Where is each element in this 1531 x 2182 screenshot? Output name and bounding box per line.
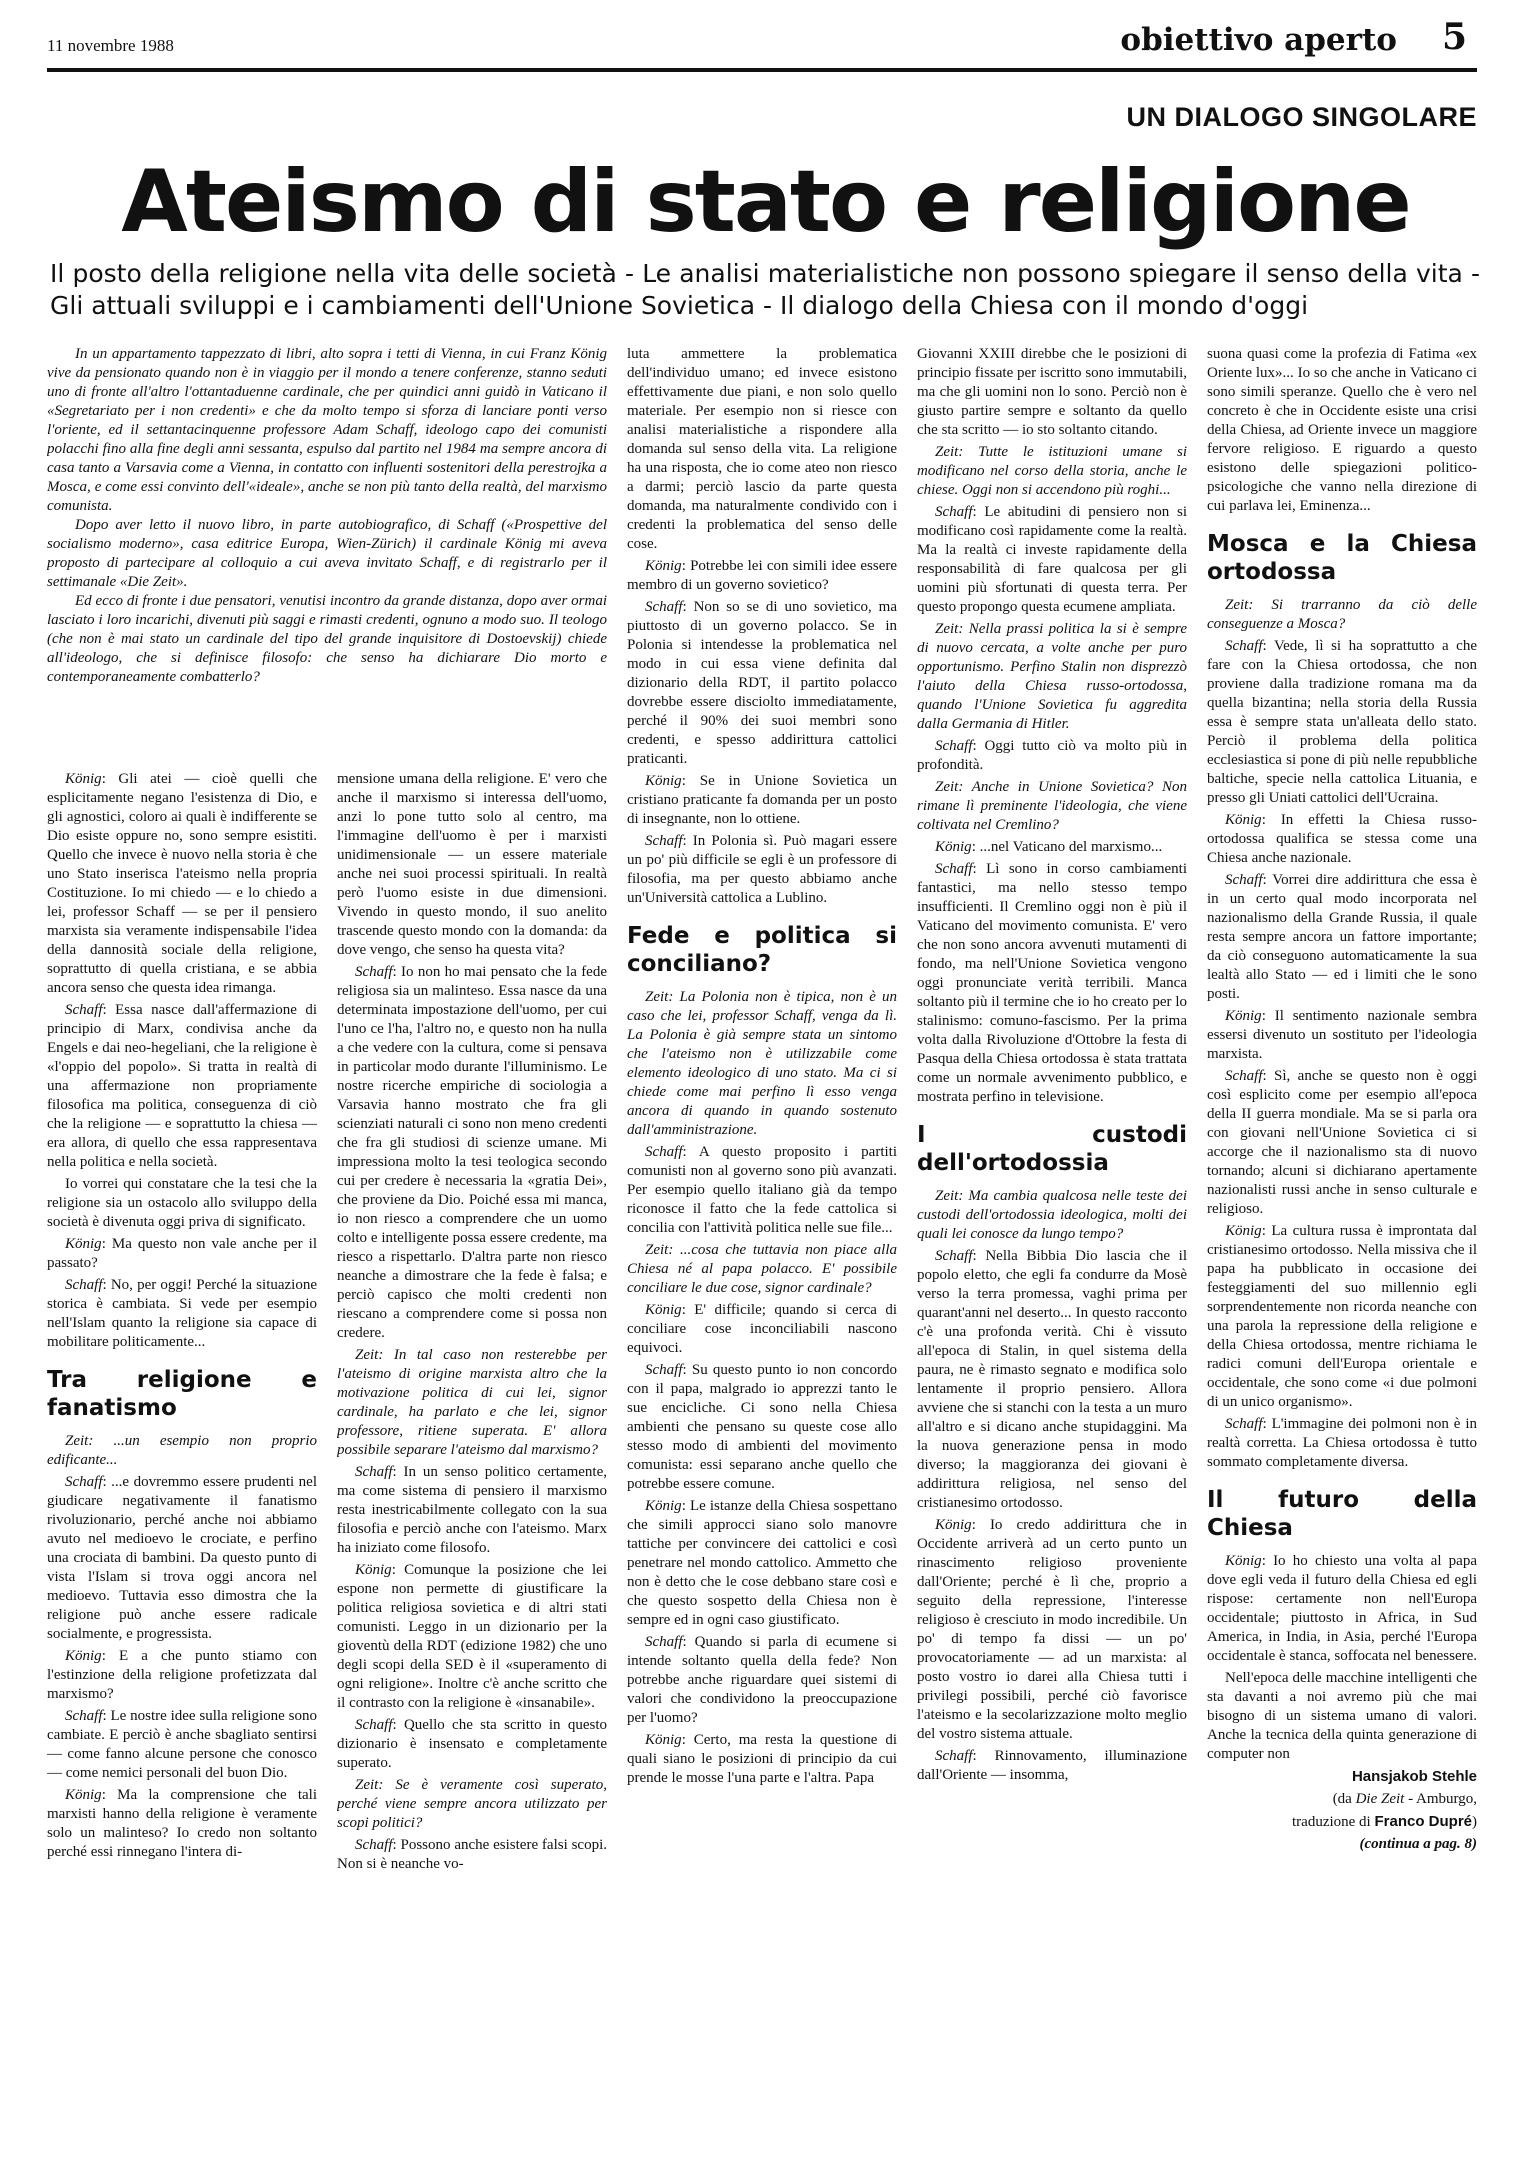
- paragraph-text: La cultura russa è improntata dal cristianesimo ortodosso. Nella missiva che il papa ha pubblicato in occasione dei festeggiamenti del suo millennio egli sorprendentemente non ricorda neanche con una parola la repressione della religione e della Chiesa ortodossa, mentre richiama le radici comuni dell'Europa orientale e occidentale, che sono come «i due polmoni di un unico organismo».: [1207, 1223, 1477, 1410]
- paragraph-text: In Polonia sì. Può magari essere un po' più difficile se egli è un professore di filosofia, ma per questo abbiamo anche un'Università cattolica a Lublino.: [627, 833, 897, 906]
- paragraph: König: Ma la comprensione che tali marxisti hanno della religione è veramente solo un malinteso? Io credo non soltanto perché essi rinnegano l'intera di-: [47, 1787, 317, 1860]
- speaker: König: [645, 773, 682, 789]
- speaker: Schaff: [935, 738, 973, 754]
- speaker: Zeit: [1225, 597, 1249, 613]
- column-1: [47, 770, 317, 2170]
- paragraph-text: A questo proposito i partiti comunisti non al governo sono più avanzati. Per esempio quello italiano già da tempo riconosce il fatto che la fede cattolica si concilia con l'attività politica nelle sue file...: [627, 1144, 897, 1236]
- paragraph: König: Gli atei — cioè quelli che esplicitamente negano l'esistenza di Dio, e gli agnostici, coloro ai quali è indifferente se Dio esiste oppure no, sono sempre esistiti. Quello che invece è nuovo nella storia è che uno Stato inserisca l'ateismo nella propria Costituzione. Io mi chiedo — e lo chiedo a lei, professor Schaff — se per il pensiero marxista sia veramente indispensabile l'idea della dannosità sociale della religione, soprattutto di quella cristiana, e se abbia ancora senso che questa idea rimanga.: [47, 771, 317, 996]
- paragraph-text: Si trarranno da ciò delle conseguenze a Mosca?: [1207, 597, 1477, 632]
- paragraph-text: Nella prassi politica la si è sempre di nuovo cercata, a volte anche per puro opportunismo. Perfino Stalin non disprezzò l'aiuto della Chiesa russo-ortodossa, quando l'Unione Sovietica fu aggredita dalla Germania di Hitler.: [917, 621, 1187, 732]
- paragraph-text: Essa nasce dall'affermazione di principio di Marx, condivisa anche da Engels e dai neo-hegeliani, che la religione è «l'oppio del popolo». Si tratta in realtà di una affermazione non propriamente filosofica ma politica, conseguenza di ciò che la religione — e soprattutto la chiesa — era allora, di quello che essa rappresentava nella politica e nella società.: [47, 1002, 317, 1170]
- speaker: Zeit: [645, 1242, 669, 1258]
- paragraph: Zeit: Se è veramente così superato, perché viene sempre ancora utilizzato per scopi politici?: [337, 1777, 607, 1831]
- paragraph-text: Comunque la posizione che lei espone non permette di giustificare la politica religiosa sovietica e di altri stati comunisti. Leggo in un dizionario per la gioventù della RDT (edizione 1982) che uno degli scopi della SED è il «superamento di ogni religione». Inoltre c'è anche scritto che il contrasto con la religione è «insanabile».: [337, 1562, 607, 1711]
- paragraph: Schaff: Io non ho mai pensato che la fede religiosa sia un malinteso. Essa nasce da una determinata impostazione dell'uomo, per cui l'uno ce l'ha, l'altro no, e questo non ha nulla a che vedere con la cultura, come si pensava in particolar modo durante l'illuminismo. Le nostre ricerche empiriche di sociologia a Varsavia hanno mostrato che fra gli scienziati naturali ci sono non meno credenti che fra gli studiosi di scienze umane. Mi impressiona molto la tesi teologica secondo cui per credere è necessaria la «gratia Dei», che proviene da Dio. Poiché essa mi manca, io non riesco a comprendere che un uomo colto e intelligente possa essere credente, ma riesco a rispettarlo. D'altra parte non riesco neanche a dimostrare che la fede è falsa; e perciò capisco che molti credenti non riescano a comprendere come si possa non credere.: [337, 964, 607, 1341]
- paragraph-text: ...cosa che tuttavia non piace alla Chiesa né al papa polacco. E' possibile conciliare le due cose, signor cardinale?: [627, 1242, 897, 1296]
- speaker: König: [65, 771, 102, 787]
- paragraph: Schaff: Vede, lì si ha soprattutto a che fare con la Chiesa ortodossa, che non proviene dalla tradizione romana ma da quella bizantina; nella storia della Russia essa è sempre stata un'alleata dello stato. Perciò il problema della politica ecclesiastica si pone di più nelle repubbliche baltiche, specie nella cattolica Lituania, e presso gli Uniati cattolici dell'Ucraina.: [1207, 638, 1477, 806]
- paragraph: Zeit: ...un esempio non proprio edificante...: [47, 1433, 317, 1468]
- paragraph: Schaff: Possono anche esistere falsi scopi. Non si è neanche vo-: [337, 1837, 607, 1872]
- column-4: [917, 345, 1187, 2170]
- paragraph-text: Vede, lì si ha soprattutto a che fare con la Chiesa ortodossa, che non proviene dalla tradizione romana ma da quella bizantina; nella storia della Russia essa è sempre stata un'alleata dello stato. Perciò il problema della politica ecclesiastica si pone di più nelle repubbliche baltiche, specie nella cattolica Lituania, e presso gli Uniati cattolici dell'Ucraina.: [1207, 638, 1477, 806]
- paragraph: Schaff: Non so se di uno sovietico, ma piuttosto di un governo polacco. Se in Polonia si intendesse la problematica nel modo in cui essa viene definita dal dizionario della RDT, il partito polacco dovrebbe essere disciolto immediatamente, perché il 90% dei suoi membri sono credenti, e spesso addirittura cattolici praticanti.: [627, 599, 897, 767]
- paragraph: Schaff: No, per oggi! Perché la situazione storica è cambiata. Si vede per esempio nell'Islam quanto la religione sia capace di mobilitare politicamente...: [47, 1277, 317, 1350]
- speaker: Schaff: [355, 1837, 393, 1853]
- paragraph-text: Se in Unione Sovietica un cristiano praticante fa domanda per un posto di insegnante, non lo ottiene.: [627, 773, 897, 827]
- speaker: Schaff: [65, 1277, 103, 1293]
- paragraph-text: Io non ho mai pensato che la fede religiosa sia un malinteso. Essa nasce da una determinata impostazione dell'uomo, per cui l'uno ce l'ha, l'altro no, e questo non ha nulla a che vedere con la cultura, come si pensava in particolar modo durante l'illuminismo. Le nostre ricerche empiriche di sociologia a Varsavia hanno mostrato che fra gli scienziati naturali ci sono non meno credenti che fra gli studiosi di scienze umane. Mi impressiona molto la tesi teologica secondo cui per credere è necessaria la «gratia Dei», che proviene da Dio. Poiché essa mi manca, io non riesco a comprendere che un uomo colto e intelligente possa essere credente, ma riesco a rispettarlo. D'altra parte non riesco neanche a dimostrare che la fede è falsa; e perciò capisco che molti credenti non riescano a comprendere come si possa non credere.: [337, 964, 607, 1341]
- paragraph-text: luta ammettere la problematica dell'individuo umano; ed invece esistono effettivamente due piani, e non solo quello materiale. Per esempio non si riesce con analisi materialistiche a rispondere alla domanda sul senso della vita. La religione ha una risposta, che io come ateo non riesco a darmi; perciò lascio da parte questa domanda, ma naturalmente condivido con i credenti la problematica del senso delle cose.: [627, 346, 897, 552]
- paragraph-text: In un senso politico certamente, ma come sistema di pensiero il marxismo resta inestricabilmente collegato con la sua filosofia e perciò anche con l'ateismo. Marx ha iniziato come filosofo.: [337, 1464, 607, 1556]
- speaker: Schaff: [645, 833, 683, 849]
- speaker: Zeit: [935, 444, 959, 460]
- intro-paragraph: Dopo aver letto il nuovo libro, in parte autobiografico, di Schaff («Prospettive del socialismo moderno», casa editrice Europa, Wien-Zürich) il cardinale König mi aveva proposto di partecipare al colloquio a cui aveva invitato Schaff, e di registrarlo per il settimanale «Die Zeit».: [47, 517, 607, 590]
- paragraph-text: Ma la comprensione che tali marxisti hanno della religione è veramente solo un malinteso? Io credo non soltanto perché essi rinnegano l'intera di-: [47, 1787, 317, 1860]
- paragraph-text: Ma cambia qualcosa nelle teste dei custodi dell'ortodossia ideologica, molti dei quali lei conosce da lungo tempo?: [917, 1188, 1187, 1242]
- paragraph-text: E' difficile; quando si cerca di conciliare cose inconciliabili nascono equivoci.: [627, 1302, 897, 1356]
- speaker: Schaff: [65, 1474, 103, 1490]
- paragraph-text: Nella Bibbia Dio lascia che il popolo eletto, che egli fa condurre da Mosè verso la terra promessa, vaghi prima per quarant'anni nel deserto... In questo racconto c'è una profonda verità. Chi è vissuto all'epoca di Stalin, in quel sistema della paura, ne è rimasto segnato e modifica solo lentamente il proprio pensiero. Allora avviene che si stanchi con la testa a un muro all'altro e si dicano anche stupidaggini. Ma la nuova generazione pensa in modo diverso; la maggioranza dei giovani è addirittura religiosa, nel senso del cristianesimo ortodosso.: [917, 1248, 1187, 1511]
- page-header: [47, 16, 1477, 68]
- paragraph: Schaff: In Polonia sì. Può magari essere un po' più difficile se egli è un professore di filosofia, ma per questo abbiamo anche un'Università cattolica a Lublino.: [627, 833, 897, 906]
- paragraph: Schaff: L'immagine dei polmoni non è in realtà corretta. La Chiesa ortodossa è tutto sommato completamente diversa.: [1207, 1416, 1477, 1470]
- speaker: Schaff: [935, 861, 973, 877]
- speaker: Schaff: [65, 1002, 103, 1018]
- paragraph-text: E a che punto stiamo con l'estinzione della religione profetizzata dal marxismo?: [47, 1648, 317, 1702]
- paragraph-text: Potrebbe lei con simili idee essere membro di un governo sovietico?: [627, 558, 897, 593]
- paragraph: König: Io ho chiesto una volta al papa dove egli veda il futuro della Chiesa ed egli rispose: certamente non nell'Europa occidentale; piuttosto in Africa, in Sud America, in India, in Asia, perché l'Europa occidentale è stanca, soffocata nel benessere.: [1207, 1553, 1477, 1664]
- paragraph-text: Anche in Unione Sovietica? Non rimane lì preminente l'ideologia, che viene coltivata nel Cremlino?: [917, 779, 1187, 833]
- speaker: Schaff: [645, 1634, 683, 1650]
- speaker: Schaff: [645, 599, 683, 615]
- article-body: [47, 345, 1477, 2175]
- paragraph: Schaff: Oggi tutto ciò va molto più in profondità.: [917, 738, 1187, 773]
- speaker: Schaff: [935, 1748, 973, 1764]
- speaker: König: [645, 1732, 682, 1748]
- paragraph: Zeit: Si trarranno da ciò delle conseguenze a Mosca?: [1207, 597, 1477, 632]
- subheading: I custodi dell'ortodossia: [917, 1122, 1187, 1176]
- paragraph: Schaff: ...e dovremmo essere prudenti nel giudicare negativamente il fanatismo rivoluzionario, perché anche noi abbiamo avuto nel medioevo le crociate, e perfino una crociata di bambini. Da questo punto di vista l'Islam si trova oggi ancora nel medioevo. Tuttavia esso dimostra che la religione può anche essere radicale socialmente, e progressista.: [47, 1474, 317, 1642]
- paragraph: Schaff: In un senso politico certamente, ma come sistema di pensiero il marxismo resta inestricabilmente collegato con la sua filosofia e perciò anche con l'ateismo. Marx ha iniziato come filosofo.: [337, 1464, 607, 1556]
- paragraph-text: mensione umana della religione. E' vero che anche il marxismo si interessa dell'uomo, anzi lo pone tutto solo al centro, ma l'immagine dell'uomo è per i marxisti unidimensionale — un essere materiale anche nei suoi processi spirituali. In realtà però l'uomo esiste in due dimensioni. Vivendo in questo mondo, il suo anelito trascende questo mondo con la domanda: da dove vengo, che senso ha questa vita?: [337, 771, 607, 958]
- paragraph: Schaff: Vorrei dire addirittura che essa è in un certo qual modo incorporata nel nazionalismo della Grande Russia, il quale resta sempre ancora un fattore importante; da ciò conseguono automaticamente la sua lealtà allo Stato — ed i limiti che le sono posti.: [1207, 872, 1477, 1002]
- paragraph-text: Oggi tutto ciò va molto più in profondità.: [917, 738, 1187, 773]
- speaker: König: [65, 1787, 102, 1803]
- author: Hansjakob Stehle: [1351, 1768, 1477, 1785]
- paragraph-text: Vorrei dire addirittura che essa è in un certo qual modo incorporata nel nazionalismo della Grande Russia, il quale resta sempre ancora un fattore importante; da ciò conseguono automaticamente la sua lealtà allo Stato — ed i limiti che le sono posti.: [1207, 872, 1477, 1002]
- paragraph: König: Io credo addirittura che in Occidente arriverà ad un certo punto un rinascimento religioso proveniente dall'Oriente; perché è lì che, proprio a seguito della repressione, l'interesse religioso è cresciuto in modo incredibile. Un po' di tempo fa dissi — un po' provocatoriamente — ad un marxista: al posto vostro io darei alla Chiesa tutti i privilegi possibili, perché ciò favorisce l'ateismo e la secolarizzazione molto meglio del vostro sistema attuale.: [917, 1517, 1187, 1742]
- paragraph: König: Se in Unione Sovietica un cristiano praticante fa domanda per un posto di insegnante, non lo ottiene.: [627, 773, 897, 827]
- speaker: Schaff: [645, 1144, 683, 1160]
- paragraph: Schaff: Quando si parla di ecumene si intende soltanto quella della fede? Non potrebbe anche riguardare quei sistemi di valori che condividono la preoccupazione per l'uomo?: [627, 1634, 897, 1726]
- paragraph-text: Certo, ma resta la questione di quali siano le posizioni di principio da cui prende le mosse l'una parte e l'altra. Papa: [627, 1732, 897, 1786]
- speaker: Zeit: [355, 1777, 379, 1793]
- paragraph-text: La Polonia non è tipica, non è un caso che lei, professor Schaff, venga da lì. La Polonia è già sempre stata un sintomo che l'ateismo non è utilizzabile come elemento ideologico di uno stato. Ma ci si chiede come mai perfino lì esso venga ancora di quando in quando sostenuto dall'amministrazione.: [627, 989, 897, 1138]
- subheading: Il futuro della Chiesa: [1207, 1487, 1477, 1541]
- paragraph: Zeit: Nella prassi politica la si è sempre di nuovo cercata, a volte anche per puro opportunismo. Perfino Stalin non disprezzò l'aiuto della Chiesa russo-ortodossa, quando l'Unione Sovietica fu aggredita dalla Germania di Hitler.: [917, 621, 1187, 732]
- signature: [1207, 1767, 1477, 1854]
- speaker: Schaff: [1225, 638, 1263, 654]
- column-2: [337, 770, 607, 2170]
- speaker: König: [645, 558, 682, 574]
- deck: Il posto della religione nella vita delle società - Le analisi materialistiche non possono spiegare il senso della vita - Gli attuali sviluppi e i cambiamenti dell'Unione Sovietica - Il dialogo della Chiesa con il mondo d'oggi: [50, 259, 1480, 320]
- headline: Ateismo di stato e religione: [121, 152, 1410, 252]
- paragraph: Schaff: Essa nasce dall'affermazione di principio di Marx, condivisa anche da Engels e dai neo-hegeliani, che la religione è «l'oppio del popolo». Si tratta in realtà di una affermazione non propriamente filosofica ma politica, conseguenza di ciò che la religione — e soprattutto la chiesa — era allora, di quello che essa rappresentava nella politica e nella società.: [47, 1002, 317, 1170]
- column-3: [627, 345, 897, 2170]
- paragraph: [1207, 345, 1477, 516]
- speaker: Schaff: [935, 504, 973, 520]
- paragraph: [1207, 1669, 1477, 1764]
- speaker: König: [1225, 1008, 1262, 1024]
- speaker: Schaff: [1225, 1068, 1263, 1084]
- paragraph: Schaff: Lì sono in corso cambiamenti fantastici, ma nello stesso tempo insufficienti. Il Cremlino oggi non è più il Vaticano del movimento comunista. E' vero che non sono ancora avvenuti mutamenti di fondo, ma nell'Unione Sovietica vengono oggi pronunciate verità terribili. Manca soltanto più il termine che io ho creato per lo stalinismo: comuno-fascismo. Per la prima volta dalla Rivoluzione d'Ottobre la festa di Pasqua della Chiesa ortodossa è stata trattata come un normale avvenimento pubblico, e mostrata perfino in televisione.: [917, 861, 1187, 1105]
- issue-date: 11 novembre 1988: [47, 36, 174, 55]
- translation-credit: traduzione di Franco Dupré): [1292, 1813, 1477, 1830]
- speaker: Zeit: [935, 621, 959, 637]
- subheading: Mosca e la Chiesa ortodossa: [1207, 531, 1477, 585]
- intro-paragraph: Ed ecco di fronte i due pensatori, venutisi incontro da grande distanza, dopo aver ormai lasciato i loro incarichi, divenuti più saggi e rimasti credenti, ognuno a modo suo. Il teologo (che non è mai stato un cardinale del tipo del grande inquisitore di Dostoevskij) chiede all'ideologo, che si definisce filosofo: che senso ha dichiarare Dio morto e contemporaneamente combatterlo?: [47, 593, 607, 685]
- speaker: Schaff: [355, 964, 393, 980]
- speaker: König: [1225, 1223, 1262, 1239]
- paragraph: König: Il sentimento nazionale sembra essersi divenuto un sostituto per l'ideologia marxista.: [1207, 1008, 1477, 1062]
- paragraph: Schaff: Le nostre idee sulla religione sono cambiate. E perciò è anche sbagliato sentirsi — come fanno alcune persone che conosco — come nemici personali del buon Dio.: [47, 1708, 317, 1781]
- paragraph-text: Le istanze della Chiesa sospettano che simili approcci siano solo manovre tattiche per convincere dei cattolici e così penetrare nel mondo cattolico. Ammetto che non è detto che le cose debbano stare così e che questo sospetto della Chiesa non è sempre ed in ogni caso giustificato.: [627, 1498, 897, 1628]
- paragraph: König: Le istanze della Chiesa sospettano che simili approcci siano solo manovre tattiche per convincere dei cattolici e così penetrare nel mondo cattolico. Ammetto che non è detto che le cose debbano stare così e che questo sospetto della Chiesa non è sempre ed in ogni caso giustificato.: [627, 1498, 897, 1628]
- paragraph: König: Certo, ma resta la questione di quali siano le posizioni di principio da cui prende le mosse l'una parte e l'altra. Papa: [627, 1732, 897, 1786]
- paragraph-text: Il sentimento nazionale sembra essersi divenuto un sostituto per l'ideologia marxista.: [1207, 1008, 1477, 1062]
- speaker: Schaff: [1225, 1416, 1263, 1432]
- paragraph-text: Le abitudini di pensiero non si modificano così rapidamente come la realtà. Ma la realtà ci investe rapidamente della responsabilità di fare qualcosa per gli uomini più sfortunati di questa terra. Per questo propongo questa ecumene ampliata.: [917, 504, 1187, 615]
- paragraph-text: Io ho chiesto una volta al papa dove egli veda il futuro della Chiesa ed egli rispose: certamente non nell'Europa occidentale; piuttosto in Africa, in Sud America, in India, in Asia, perché l'Europa occidentale è stanca, soffocata nel benessere.: [1207, 1553, 1477, 1664]
- paragraph: Schaff: Rinnovamento, illuminazione dall'Oriente — insomma,: [917, 1748, 1187, 1783]
- paragraph: König: Ma questo non vale anche per il passato?: [47, 1236, 317, 1271]
- publication-name: obiettivo aperto: [1120, 22, 1397, 58]
- page-number: 5: [1441, 16, 1467, 58]
- continued-note: (continua a pag. 8): [1359, 1836, 1477, 1852]
- subheading: Fede e politica si conciliano?: [627, 923, 897, 977]
- paragraph: Zeit: In tal caso non resterebbe per l'ateismo di origine marxista altro che la motivazione politica di cui lei, signor cardinale, ha parlato e che lei, signor professore, ritiene superata. E' allora possibile separare l'ateismo dal marxismo?: [337, 1347, 607, 1458]
- paragraph-text: Ma questo non vale anche per il passato?: [47, 1236, 317, 1271]
- paragraph-text: Sì, anche se questo non è oggi così esplicito come per esempio all'epoca della II guerra mondiale. Ma se si parla ora con giovani nell'Unione Sovietica ci si accorge che il nazionalismo sta di nuovo tornando; alcuni si dichiarano apertamente nazionalisti russi anche in senso culturale e religioso.: [1207, 1068, 1477, 1217]
- paragraph-text: Se è veramente così superato, perché viene sempre ancora utilizzato per scopi politici?: [337, 1777, 607, 1831]
- paragraph: König: E a che punto stiamo con l'estinzione della religione profetizzata dal marxismo?: [47, 1648, 317, 1702]
- paragraph: Zeit: La Polonia non è tipica, non è un caso che lei, professor Schaff, venga da lì. La Polonia è già sempre stata un sintomo che l'ateismo non è utilizzabile come elemento ideologico di uno stato. Ma ci si chiede come mai perfino lì esso venga ancora di quando in quando sostenuto dall'amministrazione.: [627, 989, 897, 1138]
- paragraph-text: Io vorrei qui constatare che la tesi che la religione sia un ostacolo allo sviluppo della società è divenuta oggi priva di significato.: [47, 1176, 317, 1230]
- speaker: König: [355, 1562, 392, 1578]
- column-5: [1207, 345, 1477, 2170]
- paragraph-text: Gli atei — cioè quelli che esplicitamente negano l'esistenza di Dio, e gli agnostici, coloro ai quali è indifferente se Dio esiste oppure no, sono sempre esistiti. Quello che invece è nuovo nella storia è che uno Stato inserisca l'ateismo nella propria Costituzione. Io mi chiedo — e lo chiedo a lei, professor Schaff — se per il pensiero marxista sia veramente indispensabile l'idea della dannosità sociale della religione, soprattutto di quella cristiana, e se abbia ancora senso che questa idea rimanga.: [47, 771, 317, 996]
- paragraph: König: Comunque la posizione che lei espone non permette di giustificare la politica religiosa sovietica e di altri stati comunisti. Leggo in un dizionario per la gioventù della RDT (edizione 1982) che uno degli scopi della SED è il «superamento di ogni religione». Inoltre c'è anche scritto che il contrasto con la religione è «insanabile».: [337, 1562, 607, 1711]
- paragraph: [47, 1175, 317, 1232]
- paragraph: Schaff: Su questo punto io non concordo con il papa, malgrado io apprezzi tanto le sue encicliche. Ci sono nella Chiesa ambienti che pensano su queste cose allo stesso modo di ambienti del movimento comunista: essi separano anche quello che potrebbe essere comune.: [627, 1362, 897, 1492]
- paragraph: [917, 345, 1187, 440]
- speaker: Zeit: [935, 1188, 959, 1204]
- speaker: Zeit: [645, 989, 669, 1005]
- paragraph-text: ...nel Vaticano del marxismo...: [979, 839, 1163, 855]
- paragraph-text: suona quasi come la profezia di Fatima «ex Oriente lux»... Io so che anche in Vaticano ci sono simili speranze. Quello che è vero nel concreto è che in Occidente esiste una crisi della Chiesa, ad Oriente invece un maggiore fervore religioso. E riguardo a questo esistono delle spiegazioni politico-psicologiche che vanno nella direzione di cui parlava lei, Eminenza...: [1207, 346, 1477, 514]
- paragraph-text: ...un esempio non proprio edificante...: [47, 1433, 317, 1468]
- speaker: Schaff: [935, 1248, 973, 1264]
- paragraph: Schaff: A questo proposito i partiti comunisti non al governo sono più avanzati. Per esempio quello italiano già da tempo riconosce il fatto che la fede cattolica si concilia con l'attività politica nelle sue file...: [627, 1144, 897, 1236]
- paragraph-text: Le nostre idee sulla religione sono cambiate. E perciò è anche sbagliato sentirsi — come fanno alcune persone che conosco — come nemici personali del buon Dio.: [47, 1708, 317, 1781]
- paragraph: Zeit: Anche in Unione Sovietica? Non rimane lì preminente l'ideologia, che viene coltivata nel Cremlino?: [917, 779, 1187, 833]
- section-label: UN DIALOGO SINGOLARE: [1126, 102, 1477, 132]
- speaker: Zeit: [355, 1347, 379, 1363]
- paragraph: König: ...nel Vaticano del marxismo...: [935, 839, 1163, 855]
- paragraph-text: Quello che sta scritto in questo dizionario è insensato e completamente superato.: [337, 1717, 607, 1771]
- paragraph-text: Nell'epoca delle macchine intelligenti che sta davanti a noi avremo più che mai bisogno di un sistema umano di valori. Anche la tecnica della quinta generazione di computer non: [1207, 1670, 1477, 1762]
- paragraph-text: Non so se di uno sovietico, ma piuttosto di un governo polacco. Se in Polonia si intendesse la problematica nel modo in cui essa viene definita dal dizionario della RDT, il partito polacco dovrebbe essere disciolto immediatamente, perché il 90% dei suoi membri sono credenti, e spesso addirittura cattolici praticanti.: [627, 599, 897, 767]
- speaker: Schaff: [65, 1708, 103, 1724]
- paragraph: König: Potrebbe lei con simili idee essere membro di un governo sovietico?: [627, 558, 897, 593]
- speaker: Schaff: [645, 1362, 683, 1378]
- paragraph-text: Quando si parla di ecumene si intende soltanto quella della fede? Non potrebbe anche riguardare quei sistemi di valori che condividono la preoccupazione per l'uomo?: [627, 1634, 897, 1726]
- paragraph-text: Possono anche esistere falsi scopi. Non si è neanche vo-: [337, 1837, 607, 1872]
- paragraph: [627, 345, 897, 554]
- intro: [47, 345, 607, 765]
- paragraph-text: No, per oggi! Perché la situazione storica è cambiata. Si vede per esempio nell'Islam quanto la religione sia capace di mobilitare politicamente...: [47, 1277, 317, 1350]
- speaker: König: [935, 1517, 972, 1533]
- subheading: Tra religione e fanatismo: [47, 1367, 317, 1421]
- paragraph: Zeit: Ma cambia qualcosa nelle teste dei custodi dell'ortodossia ideologica, molti dei quali lei conosce da lungo tempo?: [917, 1188, 1187, 1242]
- header-rule: [47, 68, 1477, 72]
- paragraph: Zeit: Tutte le istituzioni umane si modificano nel corso della storia, anche le chiese. Oggi non si accendono più roghi...: [917, 444, 1187, 498]
- intro-paragraph: In un appartamento tappezzato di libri, alto sopra i tetti di Vienna, in cui Franz König vive da pensionato quando non è in viaggio per il mondo a tenere conferenze, stanno seduti uno di fronte all'altro l'ottantaduenne cardinale, che per quindici anni guidò in Vaticano il «Segretariato per i non credenti» e che da molto tempo si sforza di lanciare ponti verso l'oriente, ed il settantacinquenne professore Adam Schaff, ideologo capo dei comunisti polacchi fino alla fine degli anni sessanta, espulso dal partito nel 1984 ma sempre ancora di casa tanto a Varsavia come a Vienna, in contatto con influenti sostenitori della perestrojka a Mosca, e come essi convinto dell'«ideale», anche se non più tanto della realtà, del marxismo comunista.: [47, 346, 607, 514]
- paragraph: Schaff: Le abitudini di pensiero non si modificano così rapidamente come la realtà. Ma la realtà ci investe rapidamente della responsabilità di fare qualcosa per gli uomini più sfortunati di questa terra. Per questo propongo questa ecumene ampliata.: [917, 504, 1187, 615]
- paragraph-text: Lì sono in corso cambiamenti fantastici, ma nello stesso tempo insufficienti. Il Cremlino oggi non è più il Vaticano del movimento comunista. E' vero che non sono ancora avvenuti mutamenti di fondo, ma nell'Unione Sovietica vengono oggi pronunciate verità terribili. Manca soltanto più il termine che io ho creato per lo stalinismo: comuno-fascismo. Per la prima volta dalla Rivoluzione d'Ottobre la festa di Pasqua della Chiesa ortodossa è stata trattata come un normale avvenimento pubblico, e mostrata perfino in televisione.: [917, 861, 1187, 1105]
- speaker: König: [1225, 812, 1262, 828]
- paragraph-text: In tal caso non resterebbe per l'ateismo di origine marxista altro che la motivazione politica di cui lei, signor cardinale, ha parlato e che lei, signor professore, ritiene superata. E' allora possibile separare l'ateismo dal marxismo?: [337, 1347, 607, 1458]
- paragraph-text: Rinnovamento, illuminazione dall'Oriente — insomma,: [917, 1748, 1187, 1783]
- speaker: Schaff: [1225, 872, 1263, 888]
- paragraph: König: La cultura russa è improntata dal cristianesimo ortodosso. Nella missiva che il papa ha pubblicato in occasione dei festeggiamenti del suo millennio egli sorprendentemente non ricorda neanche con una parola la repressione della religione e della Chiesa ortodossa, mentre richiama le radici comuni dell'Europa orientale e occidentale, che sono come «i due polmoni di un unico organismo».: [1207, 1223, 1477, 1410]
- source: (da Die Zeit - Amburgo,: [1332, 1791, 1477, 1807]
- paragraph: König: E' difficile; quando si cerca di conciliare cose inconciliabili nascono equivoci.: [627, 1302, 897, 1356]
- paragraph: König: In effetti la Chiesa russo-ortodossa qualifica se stessa come una Chiesa anche nazionale.: [1207, 812, 1477, 866]
- paragraph-text: ...e dovremmo essere prudenti nel giudicare negativamente il fanatismo rivoluzionario, perché anche noi abbiamo avuto nel medioevo le crociate, e perfino una crociata di bambini. Da questo punto di vista l'Islam si trova oggi ancora nel medioevo. Tuttavia esso dimostra che la religione può anche essere radicale socialmente, e progressista.: [47, 1474, 317, 1642]
- paragraph-text: In effetti la Chiesa russo-ortodossa qualifica se stessa come una Chiesa anche nazionale.: [1207, 812, 1477, 866]
- speaker: König: [935, 839, 972, 855]
- speaker: Schaff: [355, 1717, 393, 1733]
- speaker: König: [1225, 1553, 1262, 1569]
- paragraph: Zeit: ...cosa che tuttavia non piace alla Chiesa né al papa polacco. E' possibile conciliare le due cose, signor cardinale?: [627, 1242, 897, 1296]
- paragraph: Schaff: Sì, anche se questo non è oggi così esplicito come per esempio all'epoca della II guerra mondiale. Ma se si parla ora con giovani nell'Unione Sovietica ci si accorge che il nazionalismo sta di nuovo tornando; alcuni si dichiarano apertamente nazionalisti russi anche in senso culturale e religioso.: [1207, 1068, 1477, 1217]
- paragraph: Schaff: Nella Bibbia Dio lascia che il popolo eletto, che egli fa condurre da Mosè verso la terra promessa, vaghi prima per quarant'anni nel deserto... In questo racconto c'è una profonda verità. Chi è vissuto all'epoca di Stalin, in quel sistema della paura, ne è rimasto segnato e modifica solo lentamente il proprio pensiero. Allora avviene che si stanchi con la testa a un muro all'altro e si dicano anche stupidaggini. Ma la nuova generazione pensa in modo diverso; la maggioranza dei giovani è addirittura religiosa, nel senso del cristianesimo ortodosso.: [917, 1248, 1187, 1511]
- speaker: König: [65, 1236, 102, 1252]
- paragraph: Schaff: Quello che sta scritto in questo dizionario è insensato e completamente superato.: [337, 1717, 607, 1771]
- paragraph-text: Su questo punto io non concordo con il papa, malgrado io apprezzi tanto le sue encicliche. Ci sono nella Chiesa ambienti che pensano su queste cose allo stesso modo di ambienti del movimento comunista: essi separano anche quello che potrebbe essere comune.: [627, 1362, 897, 1492]
- paragraph-text: Tutte le istituzioni umane si modificano nel corso della storia, anche le chiese. Oggi non si accendono più roghi...: [917, 444, 1187, 498]
- paragraph-text: Io credo addirittura che in Occidente arriverà ad un certo punto un rinascimento religioso proveniente dall'Oriente; perché è lì che, proprio a seguito della repressione, l'interesse religioso è cresciuto in modo incredibile. Un po' di tempo fa dissi — un po' provocatoriamente — ad un marxista: al posto vostro io darei alla Chiesa tutti i privilegi possibili, perché ciò favorisce l'ateismo e la secolarizzazione molto meglio del vostro sistema attuale.: [917, 1517, 1187, 1742]
- paragraph-text: Giovanni XXIII direbbe che le posizioni di principio fissate per iscritto sono immutabili, ma che gli uomini non lo sono. Perciò non è giusto partire sempre e soltanto da quello che sta scritto — io sto soltanto citando.: [917, 346, 1187, 438]
- speaker: Zeit: [65, 1433, 89, 1449]
- speaker: König: [645, 1498, 682, 1514]
- paragraph: [337, 770, 607, 960]
- paragraph-text: L'immagine dei polmoni non è in realtà corretta. La Chiesa ortodossa è tutto sommato completamente diversa.: [1207, 1416, 1477, 1470]
- speaker: König: [645, 1302, 682, 1318]
- speaker: Zeit: [935, 779, 959, 795]
- speaker: König: [65, 1648, 102, 1664]
- speaker: Schaff: [355, 1464, 393, 1480]
